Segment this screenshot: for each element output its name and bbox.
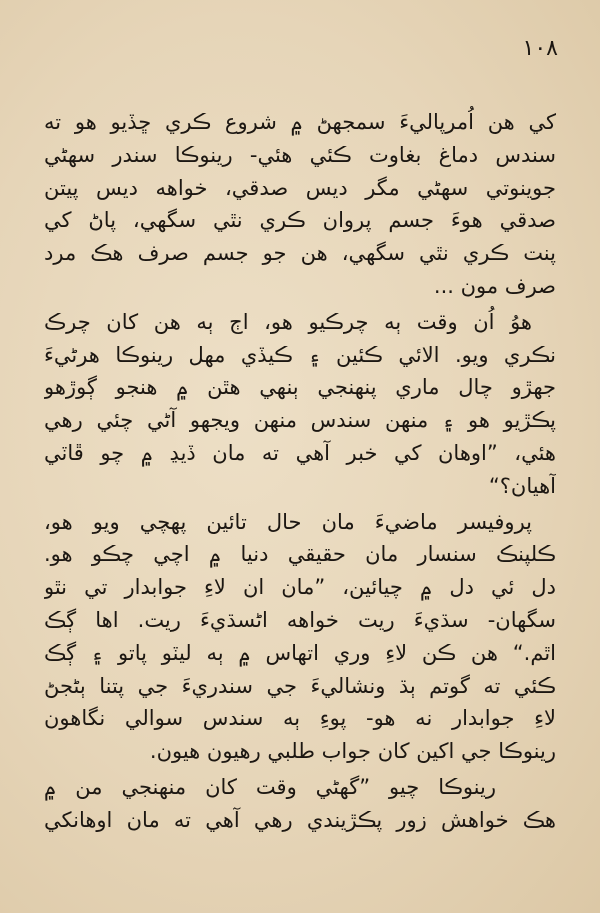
paragraph-start-line: رينوڪا چيو ”گهڻي وقت کان منهنجي من ۾: [44, 774, 496, 799]
text-line: پڪڙيو هو ۽ منهن سندس منهن ويجهو آڻي چئي رهي: [44, 408, 556, 433]
text-line: هئي، ”اوهان کي خبر آهي ته مان ڏيڍ ۾ چو ڦاٽي: [44, 440, 556, 465]
text-line: پنت ڪري نٿي سگهي، هن جو جسم صرف هڪ مرد: [44, 241, 556, 266]
text-line: هڪ خواهش زور پڪڙيندي رهي آهي ته مان اوهانکي: [44, 807, 556, 832]
text-line: کي هن اُمرپاليءَ سمجهڻ ۾ شروع ڪري ڇڏيو هو ته: [44, 110, 556, 134]
text-line: نڪري ويو. الائي ڪئين ۽ ڪيڏي مهل رينوڪا هرڻيءَ: [44, 342, 556, 367]
text-line: صدقي هوءَ جسم پروان ڪري نٿي سگهي، پاڻ کي: [44, 208, 556, 233]
text-line: آهيان؟“: [488, 473, 556, 498]
text-line: ڪئي ته گوتم ٻڌ ونشاليءَ جي سندريءَ جي پتنا ٻڻجڻ: [44, 673, 556, 698]
text-line: سندس دماغ بغاوت ڪئي هئي- رينوڪا سندر سهڻي: [44, 142, 556, 167]
text-line: جهڙو چال ماري پنهنجي ٻنهي هٿن ۾ هنجو ڳوڙهو: [44, 375, 556, 400]
page-number: ١٠٨: [522, 36, 558, 61]
paragraph-start-line: پروفيسر ماضيءَ مان حال تائين پهچي ويو هو،: [44, 509, 532, 534]
text-line: اٿم.“ هن ڪن لاءِ وري اتهاس ۾ ٻه ليٽو پاتو ۽ ڳڪ: [44, 640, 556, 665]
body-text: [44, 106, 556, 837]
text-line: جوينوتي سهڻي مگر ديس صدقي، خواهه ديس پيتن: [44, 175, 556, 200]
text-line: سگهان- سڌيءَ ريت خواهه اڻسڌيءَ ريت. اها ڳڪ: [44, 607, 556, 632]
text-line: صرف مون ...: [433, 273, 556, 298]
text-line: رينوڪا جي اکين کان جواب طلبي رهيون هيون.: [149, 739, 556, 764]
text-line: ڪلپنڪ سنسار مان حقيقي دنيا ۾ اچي چڪو هو.: [44, 542, 556, 567]
paragraph-start-line: هوُ اُن وقت ٻه چرڪيو هو، اڄ ٻه هن کان چرڪ: [44, 309, 532, 334]
text-line: لاءِ جوابدار نه هو- پوءِ ٻه سندس سوالي نگاهون: [44, 706, 556, 731]
text-line: دل ئي دل ۾ چيائين، ”مان ان لاءِ جوابدار تي نٿو: [44, 575, 556, 600]
